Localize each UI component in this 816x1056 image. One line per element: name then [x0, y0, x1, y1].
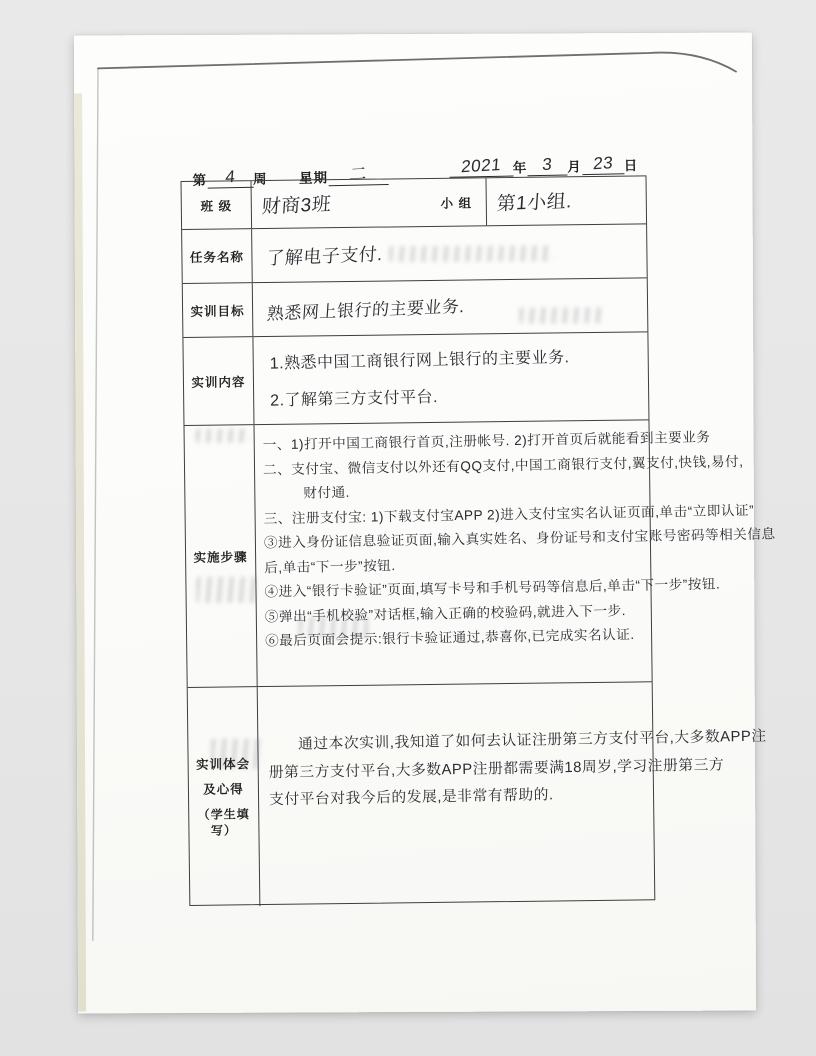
table-row-steps — [184, 420, 776, 688]
reflection-label-line: 实训体会 — [196, 756, 251, 772]
reflection-label — [188, 687, 261, 907]
class-value-cell — [252, 179, 428, 228]
table-row-class-group — [182, 176, 647, 230]
task-name-value: 了解电子支付. — [265, 243, 384, 269]
scanned-paper-sheet — [74, 33, 776, 1014]
reflection-line: 通过本次实训,我知道了如何去认证注册第三方支付平台,大多数APP注 — [297, 728, 767, 753]
group-value: 第1小组. — [495, 191, 573, 216]
weekday-label: 星期 — [298, 170, 329, 186]
reflection-line: 册第三方支付平台,大多数APP注册都需要满18周岁,学习注册第三方 — [268, 756, 725, 781]
reflection-value-cell — [258, 681, 777, 906]
content-line: 1.熟悉中国工商银行网上银行的主要业务. — [269, 349, 570, 373]
bleed-through-mark — [389, 245, 554, 262]
steps-line: 财付通. — [303, 484, 351, 501]
bleed-through-mark — [211, 739, 263, 769]
day-unit-label: 日 — [623, 158, 639, 174]
year-blank — [449, 157, 513, 178]
objective-value: 熟悉网上银行的主要业务. — [266, 296, 466, 324]
steps-line: ⑥最后页面会提示:银行卡验证通过,恭喜你,已完成实名认证. — [264, 626, 635, 649]
week-suffix-label: 周 — [252, 171, 268, 187]
paper-edge-shadow — [74, 93, 86, 1011]
week-prefix-label: 第 — [192, 172, 208, 188]
class-value: 财商3班 — [260, 194, 332, 218]
year-unit-label: 年 — [512, 160, 528, 176]
content-value-cell — [253, 332, 648, 424]
month-unit-label: 月 — [567, 159, 582, 175]
steps-line: 一、1)打开中国工商银行首页,注册帐号. 2)打开首页后就能看到主要业务 — [262, 429, 711, 453]
table-row-content — [183, 332, 648, 426]
group-label: 小 组 — [426, 178, 487, 226]
steps-label: 实施步骤 — [184, 425, 257, 687]
task-name-label: 任务名称 — [182, 229, 253, 283]
bleed-through-mark — [298, 616, 368, 638]
training-record-table — [181, 172, 776, 906]
objective-label: 实训目标 — [183, 283, 254, 337]
steps-line: 后,单击“下一步”按钮. — [264, 557, 396, 575]
steps-line: ③进入身份证信息验证页面,输入真实姓名、身份证号和支付宝账号密码等相关信息 — [263, 526, 776, 551]
class-label: 班 级 — [182, 181, 253, 229]
content-line: 2.了解第三方支付平台. — [270, 389, 439, 410]
bleed-through-mark — [519, 307, 605, 323]
reflection-line: 支付平台对我今后的发展,是非常有帮助的. — [268, 787, 554, 809]
content-label: 实训内容 — [183, 337, 254, 425]
steps-value-cell — [254, 419, 781, 686]
year-value: 2021 — [460, 155, 502, 177]
day-value: 23 — [592, 153, 614, 174]
week-value: 4 — [224, 166, 236, 187]
bleed-through-mark — [196, 577, 256, 603]
month-value: 3 — [541, 154, 554, 175]
steps-line: 二、支付宝、微信支付以外还有QQ支付,中国工商银行支付,翼支付,快钱,易付, — [262, 453, 744, 477]
month-blank — [527, 155, 567, 176]
table-row-reflection — [188, 682, 767, 907]
weekday-value: 二 — [348, 164, 368, 185]
date-group — [449, 154, 639, 178]
group-value-cell — [486, 176, 646, 225]
steps-line: ④进入“银行卡验证”页面,填写卡号和手机号码等信息后,单击“下一步”按钮. — [264, 576, 721, 600]
day-blank — [582, 154, 624, 175]
bleed-through-mark — [196, 429, 251, 443]
steps-line: 三、注册支付宝: 1)下载支付宝APP 2)进入支付宝实名认证页面,单击“立即认证” — [263, 502, 755, 526]
reflection-label-line: 及心得 — [203, 781, 244, 797]
steps-line: ⑤弹出“手机校验”对话框,输入正确的校验码,就进入下一步. — [264, 602, 627, 624]
reflection-label-line: （学生填写） — [197, 806, 250, 838]
